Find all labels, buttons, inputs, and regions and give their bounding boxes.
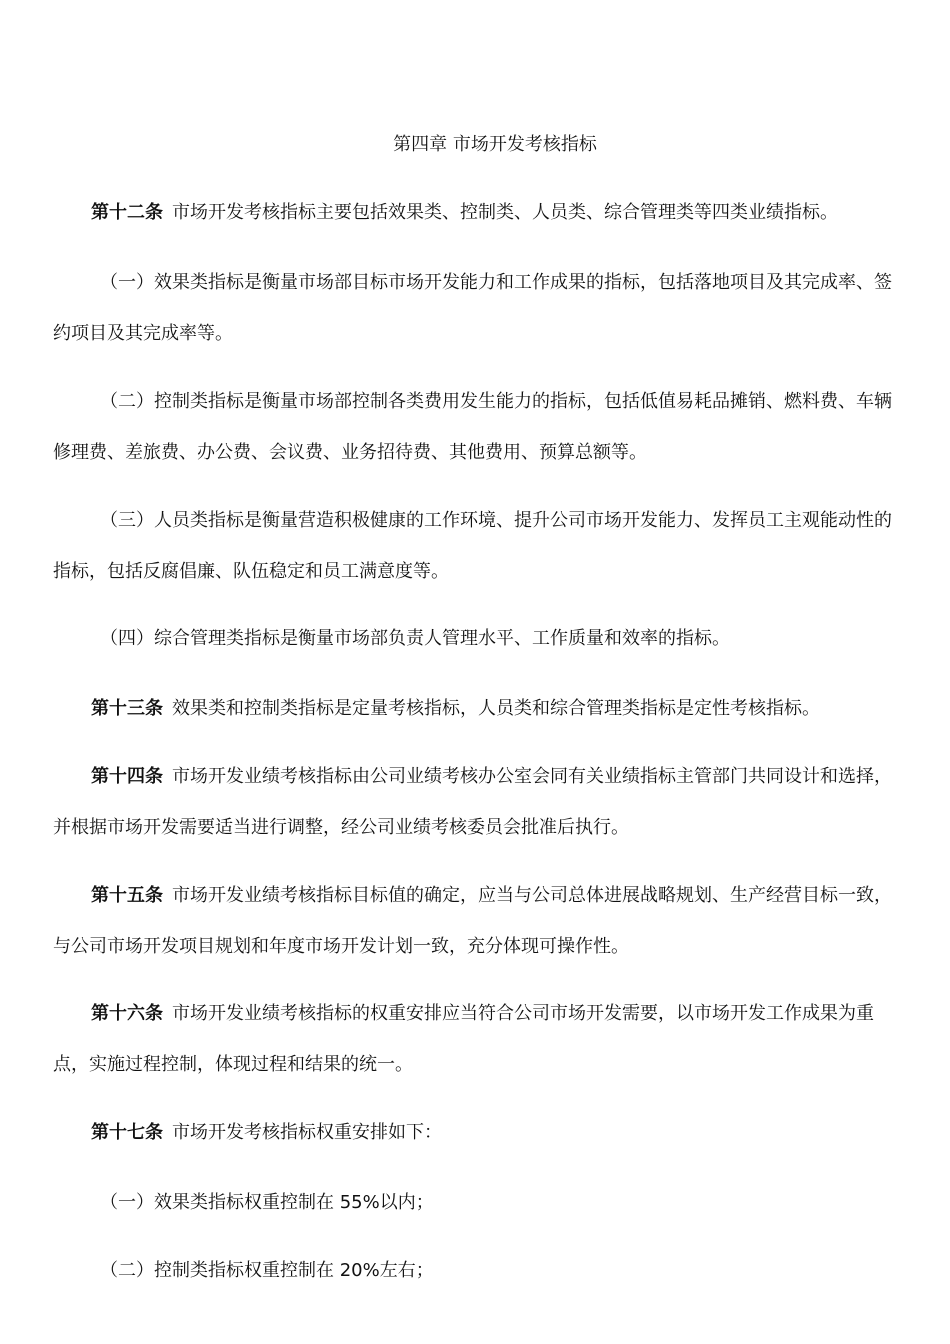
article-text: 市场开发业绩考核指标目标值的确定，应当与公司总体进展战略规划、生产经营目标一致，与公司市场开发项目规划和年度市场开发计划一致，充分体现可操作性。 [53, 885, 892, 957]
article-number: 第十六条 [91, 1003, 163, 1024]
article-13 [53, 683, 903, 734]
article-12 [53, 187, 903, 238]
article-number: 第十三条 [91, 698, 163, 719]
clause-text: （二）控制类指标是衡量市场部控制各类费用发生能力的指标，包括低值易耗品摊销、燃料费、车辆修理费、差旅费、办公费、会议费、业务招待费、其他费用、预算总额等。 [53, 391, 892, 463]
clause-effect-weight [53, 1177, 903, 1228]
article-text: 市场开发考核指标主要包括效果类、控制类、人员类、综合管理类等四类业绩指标。 [172, 202, 838, 223]
article-15 [53, 870, 903, 972]
clause-control-indicators [53, 376, 903, 478]
article-text: 市场开发业绩考核指标由公司业绩考核办公室会同有关业绩指标主管部门共同设计和选择，并根据市场开发需要适当进行调整，经公司业绩考核委员会批准后执行。 [53, 766, 892, 838]
clause-text: （二）控制类指标权重控制在 20%左右； [100, 1260, 434, 1281]
clause-text: （一）效果类指标权重控制在 55%以内； [100, 1192, 434, 1213]
article-number: 第十二条 [91, 202, 163, 223]
article-number: 第十四条 [91, 766, 163, 787]
article-14 [53, 751, 903, 853]
article-text: 市场开发考核指标权重安排如下： [172, 1122, 442, 1143]
article-number: 第十七条 [91, 1122, 163, 1143]
clause-text: （四）综合管理类指标是衡量市场部负责人管理水平、工作质量和效率的指标。 [100, 628, 730, 649]
clause-text: （一）效果类指标是衡量市场部目标市场开发能力和工作成果的指标，包括落地项目及其完成率、签约项目及其完成率等。 [53, 272, 892, 344]
article-text: 市场开发业绩考核指标的权重安排应当符合公司市场开发需要，以市场开发工作成果为重点，实施过程控制，体现过程和结果的统一。 [53, 1003, 874, 1075]
clause-effect-indicators [53, 257, 903, 359]
article-number: 第十五条 [91, 885, 163, 906]
clause-control-weight [53, 1245, 903, 1296]
clause-personnel-indicators [53, 495, 903, 597]
article-16 [53, 988, 903, 1090]
article-text: 效果类和控制类指标是定量考核指标，人员类和综合管理类指标是定性考核指标。 [172, 698, 820, 719]
chapter-title: 第四章 市场开发考核指标 [393, 134, 597, 155]
clause-management-indicators [53, 613, 903, 664]
clause-text: （三）人员类指标是衡量营造积极健康的工作环境、提升公司市场开发能力、发挥员工主观能动性的指标，包括反腐倡廉、队伍稳定和员工满意度等。 [53, 510, 892, 582]
article-17 [53, 1107, 903, 1158]
